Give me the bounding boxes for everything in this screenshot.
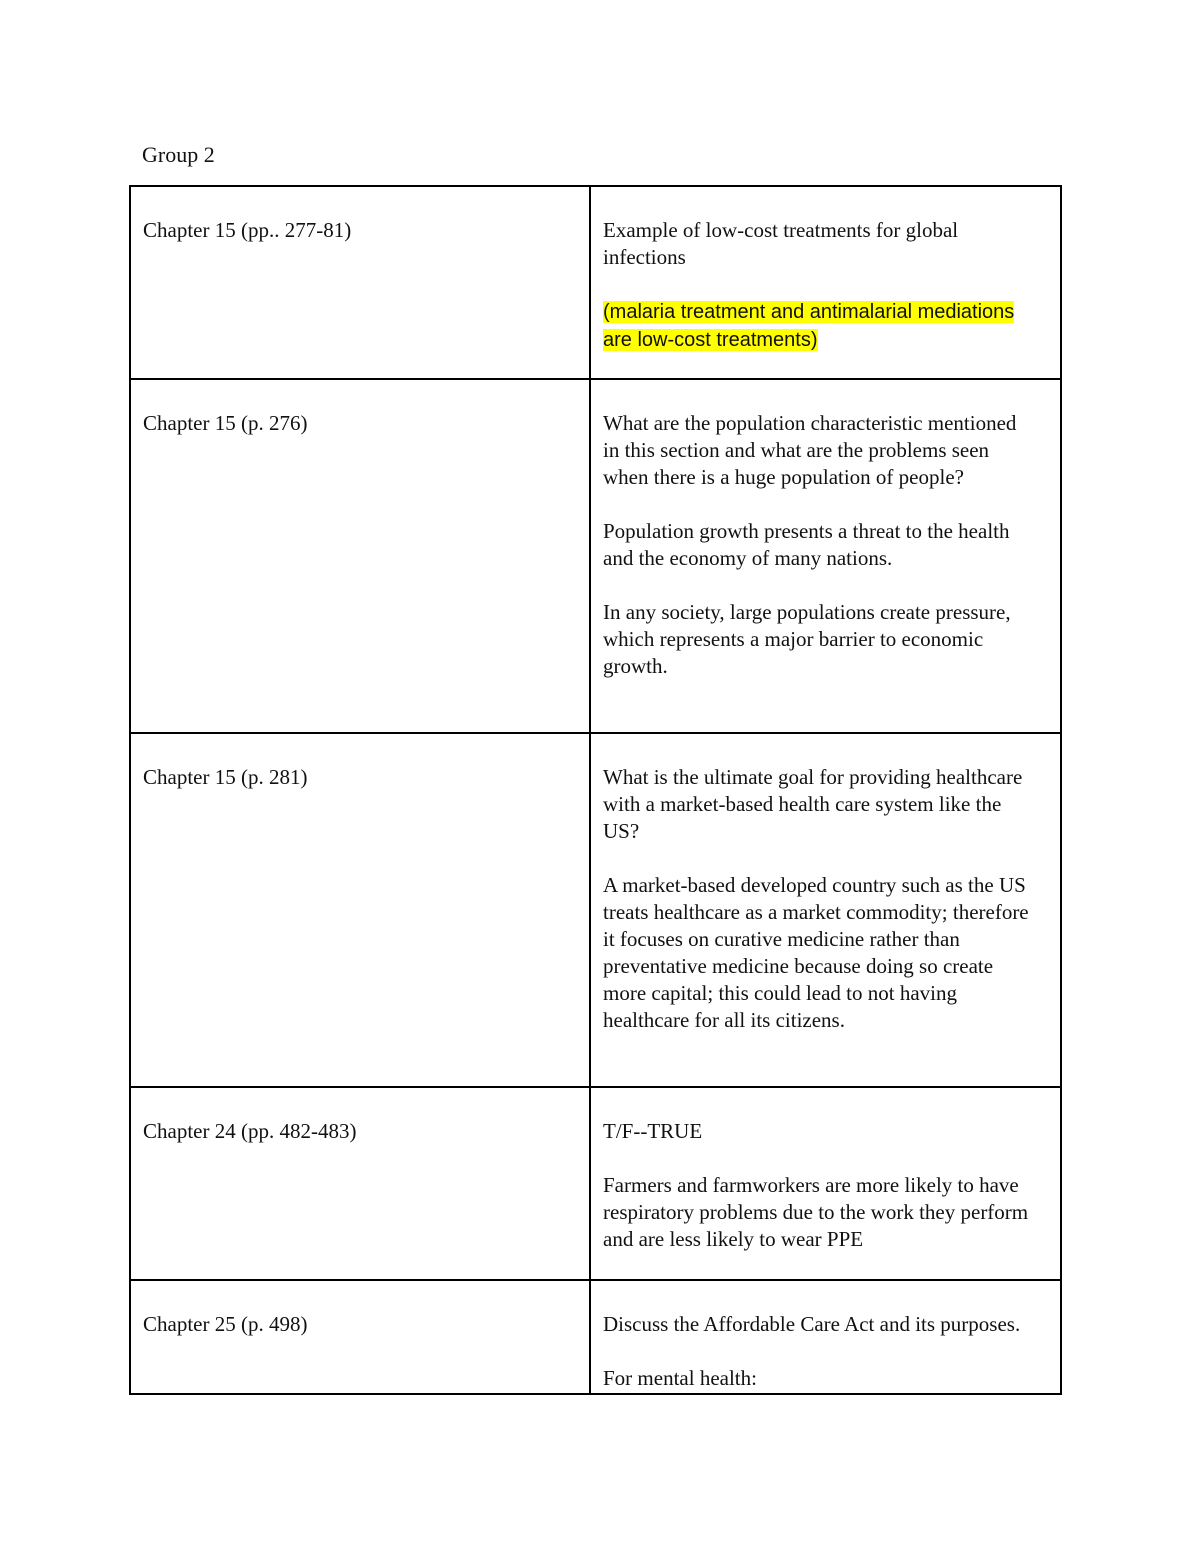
question-text: Example of low-cost treatments for global infections [603, 218, 959, 269]
chapter-reference-cell [130, 379, 590, 733]
answer-text: In any society, large populations create pressure, which represents a major barrier to economic growth. [603, 600, 1011, 678]
chapter-reference: Chapter 25 (p. 498) [143, 1312, 308, 1336]
question-text: What is the ultimate goal for providing healthcare with a market-based health care system like the US? [603, 765, 1023, 843]
notes-table [129, 185, 1062, 1395]
table-row [130, 1087, 1061, 1280]
question-text: Discuss the Affordable Care Act and its purposes. [603, 1312, 1021, 1336]
chapter-reference: Chapter 15 (p. 276) [143, 411, 308, 435]
page-title: Group 2 [142, 142, 215, 167]
answer-text: Population growth presents a threat to the health and the economy of many nations. [603, 519, 1010, 570]
question-cell [590, 186, 1061, 379]
chapter-reference-cell [130, 1087, 590, 1280]
answer-text: A market-based developed country such as the US treats healthcare as a market commodity; therefore it focuses on curative medicine rather than preventative medicine because doing so create more capital; this could lead to not having healthcare for all its citizens. [603, 873, 1029, 1032]
chapter-reference-cell [130, 186, 590, 379]
chapter-reference-cell [130, 733, 590, 1087]
question-cell [590, 1280, 1061, 1394]
question-cell [590, 733, 1061, 1087]
chapter-reference: Chapter 24 (pp. 482-483) [143, 1119, 357, 1143]
chapter-reference: Chapter 15 (p. 281) [143, 765, 308, 789]
table-row [130, 379, 1061, 733]
table-row [130, 186, 1061, 379]
chapter-reference-cell [130, 1280, 590, 1394]
chapter-reference: Chapter 15 (pp.. 277-81) [143, 218, 352, 242]
answer-text: For mental health: [603, 1366, 757, 1390]
question-text: T/F--TRUE [603, 1119, 703, 1143]
table-row [130, 1280, 1061, 1394]
highlighted-answer: (malaria treatment and antimalarial mediations are low-cost treatments) [603, 301, 1015, 351]
question-text: What are the population characteristic mentioned in this section and what are the problems seen when there is a huge population of people? [603, 411, 1017, 489]
answer-text [603, 298, 1036, 354]
question-cell [590, 1087, 1061, 1280]
answer-text: Farmers and farmworkers are more likely to have respiratory problems due to the work they perform and are less likely to wear PPE [603, 1173, 1029, 1251]
table-row [130, 733, 1061, 1087]
question-cell [590, 379, 1061, 733]
